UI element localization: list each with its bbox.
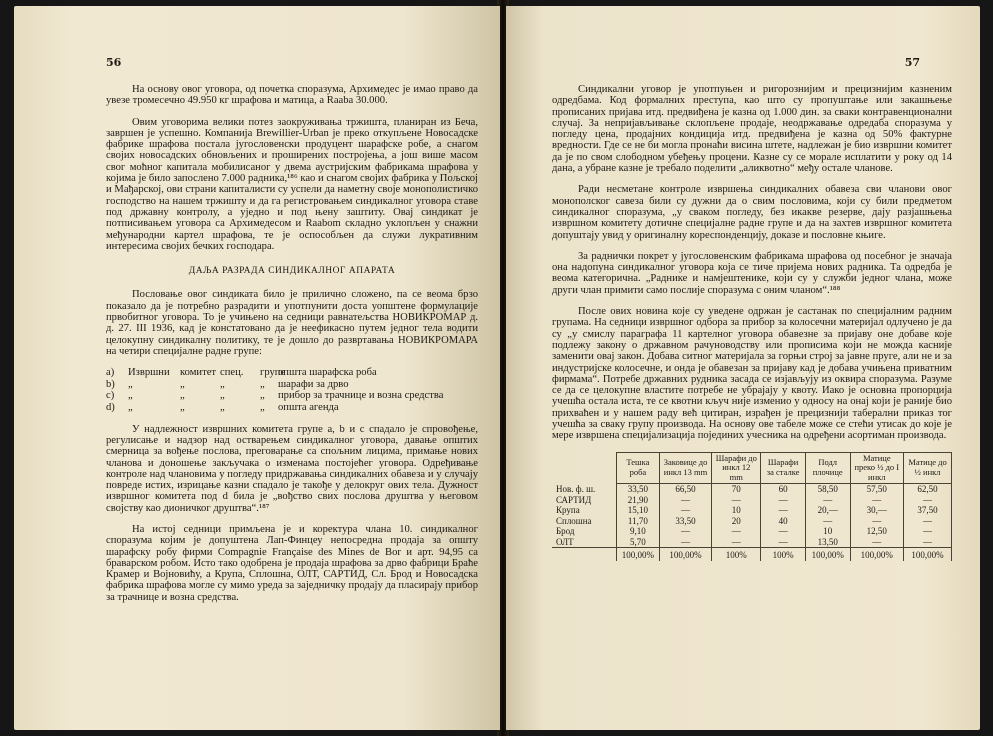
table-cell: —	[904, 495, 952, 506]
table-cell: 33,50	[617, 484, 660, 495]
table-cell: —	[904, 526, 952, 537]
table-cell: —	[904, 537, 952, 548]
left-paragraph-1: На основу овог уговора, од почетка споразума, Архимедес је имао право да увезе тромесечно 49.950 кг шрафова и матица, а Raaba 30.000.	[106, 84, 478, 107]
table-cell: 37,50	[904, 505, 952, 516]
table-cell: —	[761, 505, 806, 516]
table-header: Матице до ½ инкл	[904, 452, 952, 484]
table-header: Подл плочице	[805, 452, 850, 484]
quota-table	[552, 452, 952, 561]
working-groups-list	[106, 367, 478, 413]
table-cell: 5,70	[617, 537, 660, 548]
table-cell-company: Брод	[552, 526, 617, 537]
right-paragraph-2: Ради несметане контроле извршења синдикалних обавеза сви чланови овог монополског савеза били су дужни да о свим пословима, који су били предметом синдикалног споразума, „у сваком погледу, без икакве резерве, дају разјашњења извршном комитету дотичне специјалне радне групе и да на захтев извршног комитета допуштају увид у оригиналну кореспонденцију, доказе и пословне књиге.	[552, 184, 952, 241]
table-body	[552, 484, 952, 561]
list-item: c) „ „ „ „ прибор за трачнице и возна средства	[106, 390, 444, 402]
table-cell-company: Крупа	[552, 505, 617, 516]
table-cell: —	[850, 495, 904, 506]
table-cell: 21,90	[617, 495, 660, 506]
table-cell: 10	[805, 526, 850, 537]
right-page	[506, 6, 980, 730]
table-cell: 11,70	[617, 516, 660, 527]
table-cell: —	[904, 516, 952, 527]
table-total-cell: 100,00%	[904, 548, 952, 561]
table-cell: 70	[712, 484, 761, 495]
table-header: Матице преко ½ до I инкл	[850, 452, 904, 484]
table-header: Шарафи за сталке	[761, 452, 806, 484]
table-cell: 62,50	[904, 484, 952, 495]
list-item: d) „ „ „ „ општа агенда	[106, 402, 339, 414]
table-cell-company: САРТИД	[552, 495, 617, 506]
table-total-cell: 100,00%	[850, 548, 904, 561]
right-paragraph-1: Синдикални уговор је употпуњен и ригорознијим и прецизнијим казненим одредбама. Код формалних преступа, као што су пропуштање или закашњење прописаних пријава итд. предвиђена је казна од 1.000 дин. за сваки контравенционални случај. За непријављивање склопљене продаје, неодржавање одредаба споразума у погледу цена, продајних кондиција итд. предвиђена је казна од 50% фактурне вредности. Где се не би могла пронаћи висина штете, надлежан је био извршни комитет да је по свом слободном убеђењу процени. Казне су се морале исплатити у року од 14 дана, а убране казне је требало поделити „аликвотно“ међу остале чланове.	[552, 84, 952, 175]
table-header-row	[552, 452, 952, 484]
left-page-number: 56	[106, 56, 122, 69]
table-cell: 9,10	[617, 526, 660, 537]
table-row	[552, 495, 952, 506]
left-paragraph-3: Пословање овог синдиката било је прилично сложено, па се веома брзо показало да је потребно разрадити и употпунити доста уопштене формулације првобитног уговора. То је учињено на седници равнатељства НОВИКРОМАР д. д. 27. III 1936, кад је констатовано да је неефикасно путем једног тела водити целокупну синдикалну политику, те је дошло до развртавања НОВИКРОМАРА на четири специјалне радне групе:	[106, 289, 478, 357]
table-cell: 33,50	[659, 516, 712, 527]
table-row	[552, 537, 952, 548]
right-paragraph-3: За раднички покрет у југословенским фабрикама шрафова од посебног је значаја она надопуна синдикалног уговора која се тиче пријема нових радника. Та одредба је веома категорична. „Раднике и намјештенике, који су у служби једног члана, може други члан примити само послије споразума с оним чланом“.¹⁸⁸	[552, 250, 952, 296]
table-cell: —	[805, 495, 850, 506]
table-total-cell: 100,00%	[659, 548, 712, 561]
table-cell: —	[712, 526, 761, 537]
table-cell: 10	[712, 505, 761, 516]
left-page-text	[106, 84, 478, 613]
table-row	[552, 484, 952, 495]
table-header: Заковице до инкл 13 mm	[659, 452, 712, 484]
table-cell-company: ОЛТ	[552, 537, 617, 548]
table-row	[552, 516, 952, 527]
right-page-number: 57	[904, 56, 920, 69]
table-cell: 20,—	[805, 505, 850, 516]
list-item: a) Извршни комитет спец. групе општа шарафска роба	[106, 367, 377, 379]
left-page	[14, 6, 500, 730]
section-heading: ДАЉА РАЗРАДА СИНДИКАЛНОГ АПАРАТА	[188, 266, 396, 277]
list-item: b) „ „ „ „ шарафи за дрво	[106, 378, 349, 390]
left-paragraph-4: У надлежност извршних комитета групе a, b и c спадало је спровођење, регулисање и надзор над остварењем синдикалног уговора, давање општих смерница за вођење послова, преговарање са спољним лицима, примање нових чланова и доношење закључака о изменама постојећег уговора. Одређивање контроле над члановима у погледу придржавања синдикалних обавеза и у случају повреде истих, изрицање казни спадало је такође у делокруг ових тела. Дужност извршног комитета под d била је „вођство свих послова друштва у његовом својству као дионичког друштва“.¹⁸⁷	[106, 423, 478, 514]
table-cell: —	[659, 537, 712, 548]
table-cell: 15,10	[617, 505, 660, 516]
table-total-cell: 100%	[712, 548, 761, 561]
table-total-cell: 100,00%	[617, 548, 660, 561]
table-header: Шарафи до инкл 12 mm	[712, 452, 761, 484]
table-cell: —	[805, 516, 850, 527]
table-cell: —	[761, 537, 806, 548]
table-cell: —	[712, 495, 761, 506]
table-cell: —	[659, 505, 712, 516]
table-cell: —	[761, 526, 806, 537]
table-header: Тешка роба	[617, 452, 660, 484]
table-cell: 30,—	[850, 505, 904, 516]
right-paragraph-4: После ових новина које су уведене одржан је састанак по специјалним радним групама. На седници извршног одбора за прибор за колосечни материјал одлучено је да су „у смислу параграфа 11 картелног уговора обавезне за пријаву оне добаве које подлежу закону о државном рачуноводству или прописима који не можда касније заменити овај закон. Добава ситног материјала за горњи строј за јавне пруге, али не и за индустријске колосечне, и онда је обавезан за пријаву кад је добава учињена приватним фирмама“. Потребе државних рудника засада се изјављују из оквира споразума. Разуме се да се целокупне властите потребе не убрајају у квоту. Иако је основна пропорција учешћа остала иста, те се квотни кључ није изменио у односу на онај који је раније био прихваћен и у нашем раду већ цитиран, израђен је прецизнији таберални приказ тог учешћа за сваку групу производа. На основу ове табеле може се стећи утисак до које је мере извршена специјализација појединих учесника на одређени асортиман производа.	[552, 306, 952, 442]
table-cell: 66,50	[659, 484, 712, 495]
table-cell-company: Сплошна	[552, 516, 617, 527]
table-cell: 12,50	[850, 526, 904, 537]
table-row	[552, 526, 952, 537]
table-row	[552, 505, 952, 516]
table-total-cell: 100,00%	[805, 548, 850, 561]
table-total-cell: 100%	[761, 548, 806, 561]
table-cell: 40	[761, 516, 806, 527]
table-cell: —	[712, 537, 761, 548]
left-paragraph-2: Овим уговорима велики потез заокруживања тржишта, планиран из Беча, завршен је успешно. Компанија Brewillier-Urban је преко откупљене Новосадске фабрике шрафова постала југословенски продуцент шарафске робе, а снагом својих новосадских обновљених и проширених постројења, а још више масом свог моћног капитала мобилисаног у двема аустријским фабрикама шрафова у којима је било запослено 7.000 радника,¹⁸⁶ као и снагом својих фабрика у Пољској и Мађарској, ови страни капиталисти су успели да наметну своје монополистичко господство на нашем тржишту и да га регистровањем синдикалног уговора ставе под државну контролу, а уједно и под њену заштиту. Овај синдикат је потписивањем уговора са Архимедесом и Raabom складно уклопљен у снажни међународни картел шрафова, те је оспособљен да служи лукративним интересима својих бечких господара.	[106, 116, 478, 252]
table-cell: 58,50	[805, 484, 850, 495]
table-total-row	[552, 548, 952, 561]
table-cell: —	[659, 495, 712, 506]
table-cell: 60	[761, 484, 806, 495]
table-cell: 20	[712, 516, 761, 527]
right-page-text	[552, 84, 952, 561]
table-cell-company: Нов. ф. ш.	[552, 484, 617, 495]
table-cell: —	[850, 516, 904, 527]
left-paragraph-5: На истој седници примљена је и коректура члана 10. синдикалног споразума којим је допуштена Лап-Финцеу непосредна продаја за општу шарафску робу фирми Compagnie Française des Mines de Bor и арт. 94,95 са браварском робом. Исто тако одобрена је продаја шрафова за дрво фабрици Браће Крамер и Војновићу, а Крупа, Сплошна, ОЛТ, САРТИД, Сл. Брод и Новосадска фабрика шрафова могле су мимо уреда за заједничку продају да пласирају прибор за трачнице и возна средства.	[106, 523, 478, 603]
table-cell: 57,50	[850, 484, 904, 495]
table-cell: —	[850, 537, 904, 548]
table-cell: 13,50	[805, 537, 850, 548]
table-cell: —	[659, 526, 712, 537]
table-cell: —	[761, 495, 806, 506]
